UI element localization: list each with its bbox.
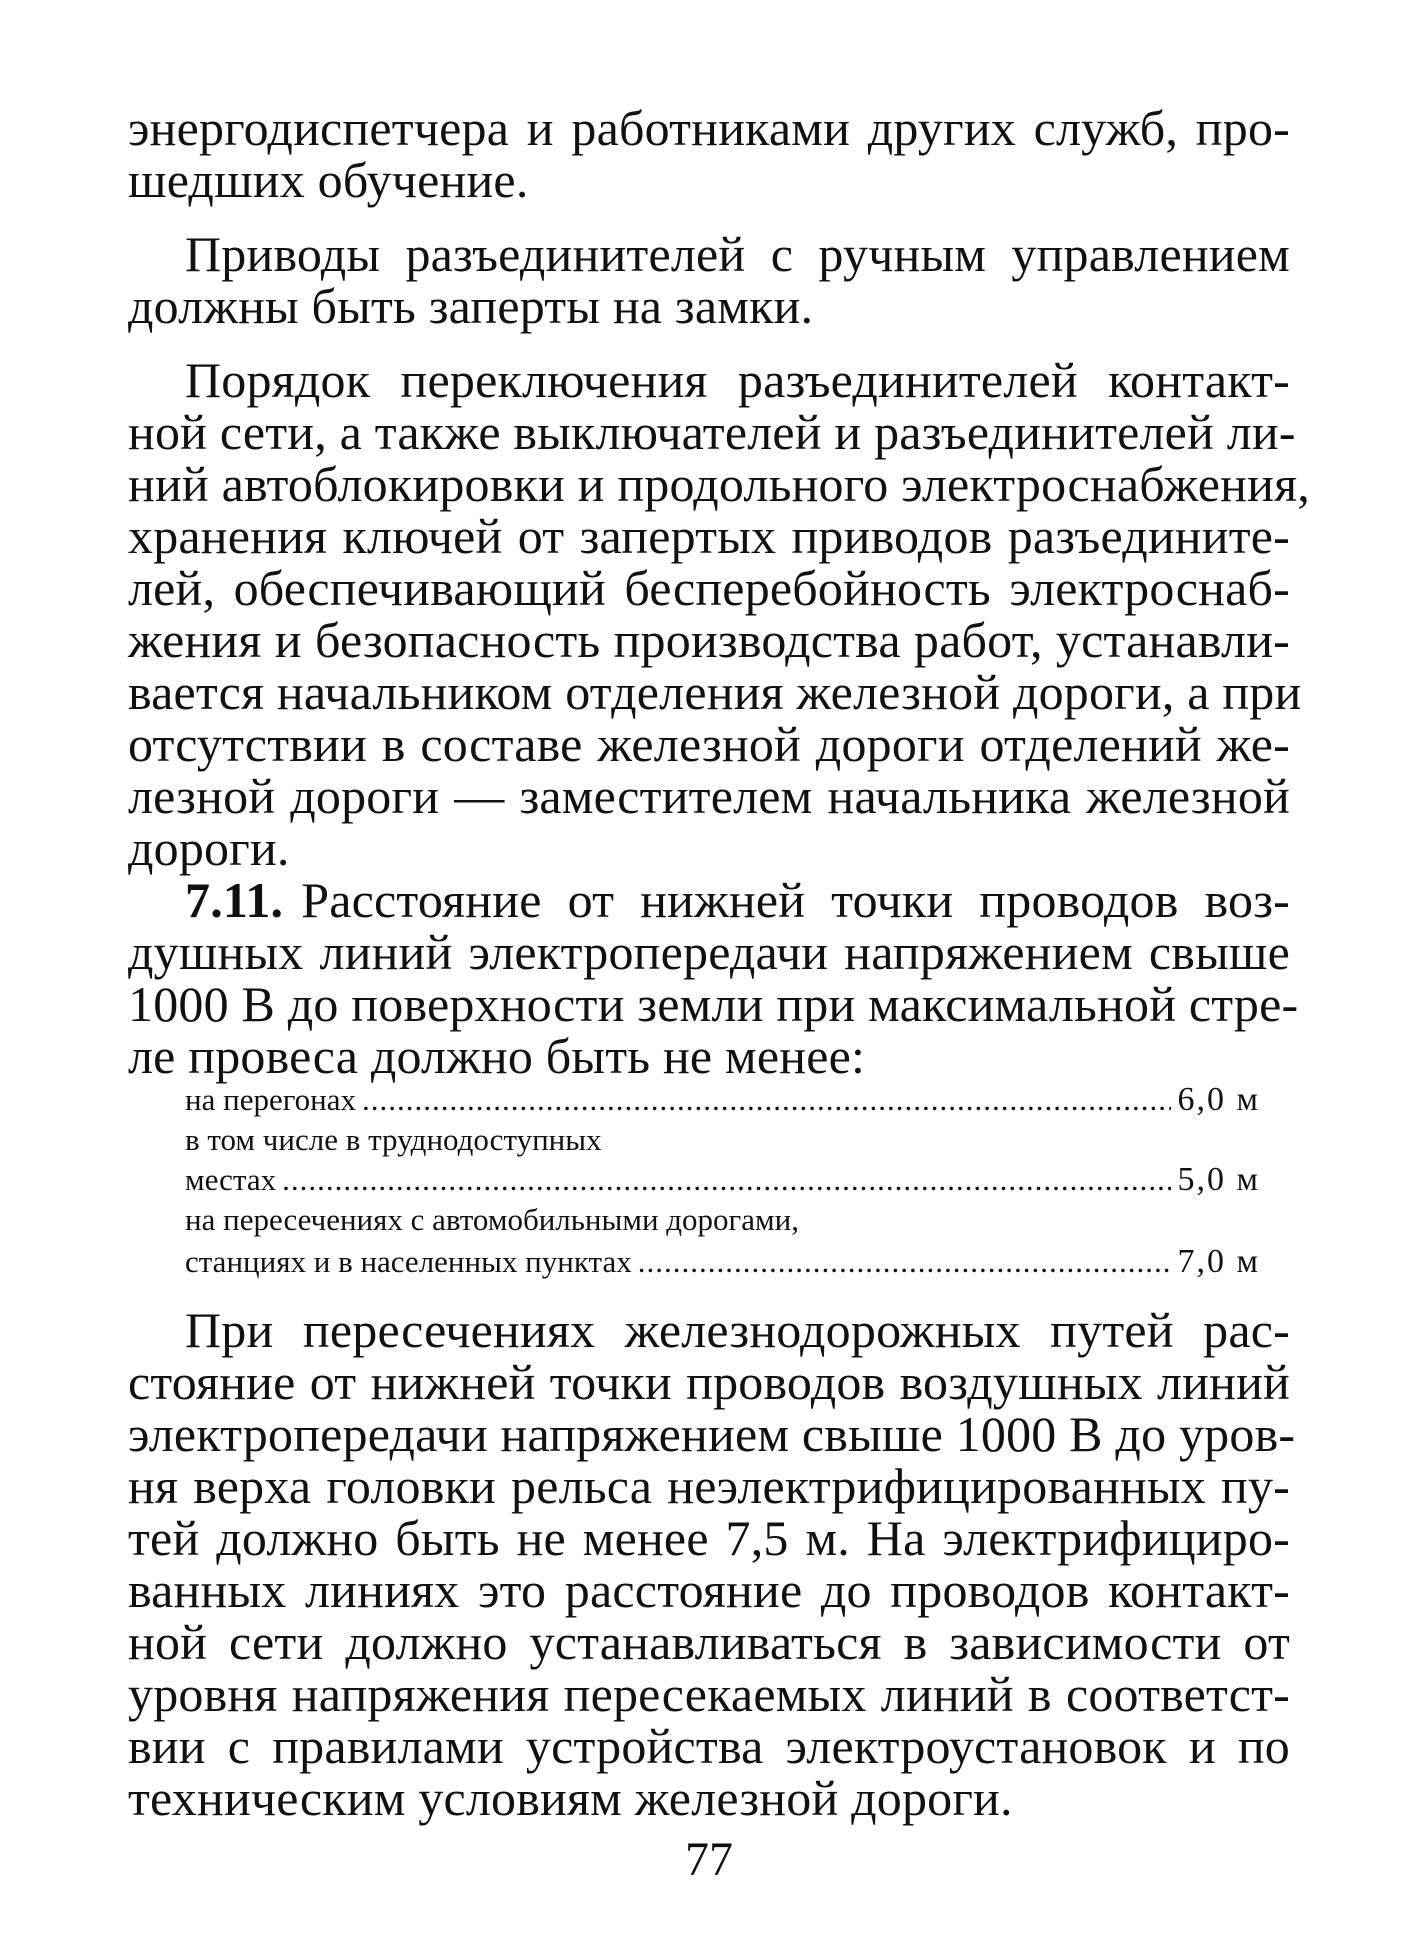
section-7-11-line-3: 1000 В до поверхности земли при максимальной стре- [128,976,1299,1032]
paragraph-2-line-1: Приводы разъединителей с ручным управлением [185,226,1290,282]
paragraph-3-line-6: жения и безопасность производства работ, устанавли- [128,612,1290,668]
paragraph-3-line-1: Порядок переключения разъединителей контакт- [185,352,1290,408]
paragraph-5-line-9: вии с правилами устройства электроустановок и по [128,1718,1290,1774]
distance-row-3-label: станциях и в населенных пунктах [185,1244,632,1279]
paragraph-5-line-2: стояние от нижней точки проводов воздушных линий [128,1354,1290,1410]
distance-row-2-label-line-1: в том числе в труднодоступных [185,1122,602,1157]
distance-row-1-value: 6,0 м [1177,1081,1260,1118]
paragraph-3-line-7: вается начальником отделения железной дороги, а при [128,664,1302,720]
paragraph-3-line-10: дороги. [128,820,290,876]
distance-row-3-value: 7,0 м [1177,1243,1260,1280]
paragraph-5-line-5: тей должно быть не менее 7,5 м. На электрифициро- [128,1510,1290,1566]
distance-row-1-label: на перегонах [185,1082,356,1117]
section-number: 7.11. [185,872,284,928]
paragraph-3-line-5: лей, обеспечивающий бесперебойность электроснаб- [128,560,1290,616]
paragraph-1-line-2: шедших обучение. [128,152,529,208]
paragraph-3-line-2: ной сети, а также выключателей и разъединителей ли- [128,404,1296,460]
paragraph-5-line-1: При пересечениях железнодорожных путей рас- [185,1302,1290,1358]
section-7-11-line-4: ле провеса должно быть не менее: [128,1028,866,1084]
paragraph-3-line-3: ний автоблокировки и продольного электроснабжения, [128,456,1310,512]
paragraph-5-line-10: техническим условиям железной дороги. [128,1770,1013,1826]
distance-row-3-label-line-1: на пересечениях с автомобильными дорогами, [185,1202,799,1237]
distance-row-2-value: 5,0 м [1177,1161,1260,1198]
paragraph-1-line-1: энергодиспетчера и работниками других служб, про- [128,100,1290,156]
paragraph-5-line-4: ня верха головки рельса неэлектрифицированных пу- [128,1458,1290,1514]
distance-row-2-label: местах [185,1162,277,1197]
paragraph-5-line-7: ной сети должно устанавливаться в зависимости от [128,1614,1290,1670]
section-7-11-line-1-text: Расстояние от нижней точки проводов воз- [301,872,1290,928]
leader-dots [282,1162,1171,1198]
distance-row-2 [185,1162,1260,1198]
paragraph-2-line-2: должны быть заперты на замки. [128,278,814,334]
paragraph-3-line-8: отсутствии в составе железной дороги отделений же- [128,716,1290,772]
paragraph-5-line-6: ванных линиях это расстояние до проводов контакт- [128,1562,1290,1618]
section-7-11-line-1 [185,872,1290,928]
page-number: 77 [685,1833,733,1886]
distance-row-1 [185,1082,1260,1118]
paragraph-3-line-9: лезной дороги — заместителем начальника железной [128,768,1290,824]
paragraph-5-line-8: уровня напряжения пересекаемых линий в соответст- [128,1666,1290,1722]
section-7-11-line-2: душных линий электропередачи напряжением свыше [128,924,1290,980]
paragraph-3-line-4: хранения ключей от запертых приводов разъедините- [128,508,1290,564]
paragraph-5-line-3: электропередачи напряжением свыше 1000 В до уров- [128,1406,1296,1462]
distance-row-3 [185,1244,1260,1280]
leader-dots [638,1244,1172,1280]
leader-dots [362,1082,1171,1118]
